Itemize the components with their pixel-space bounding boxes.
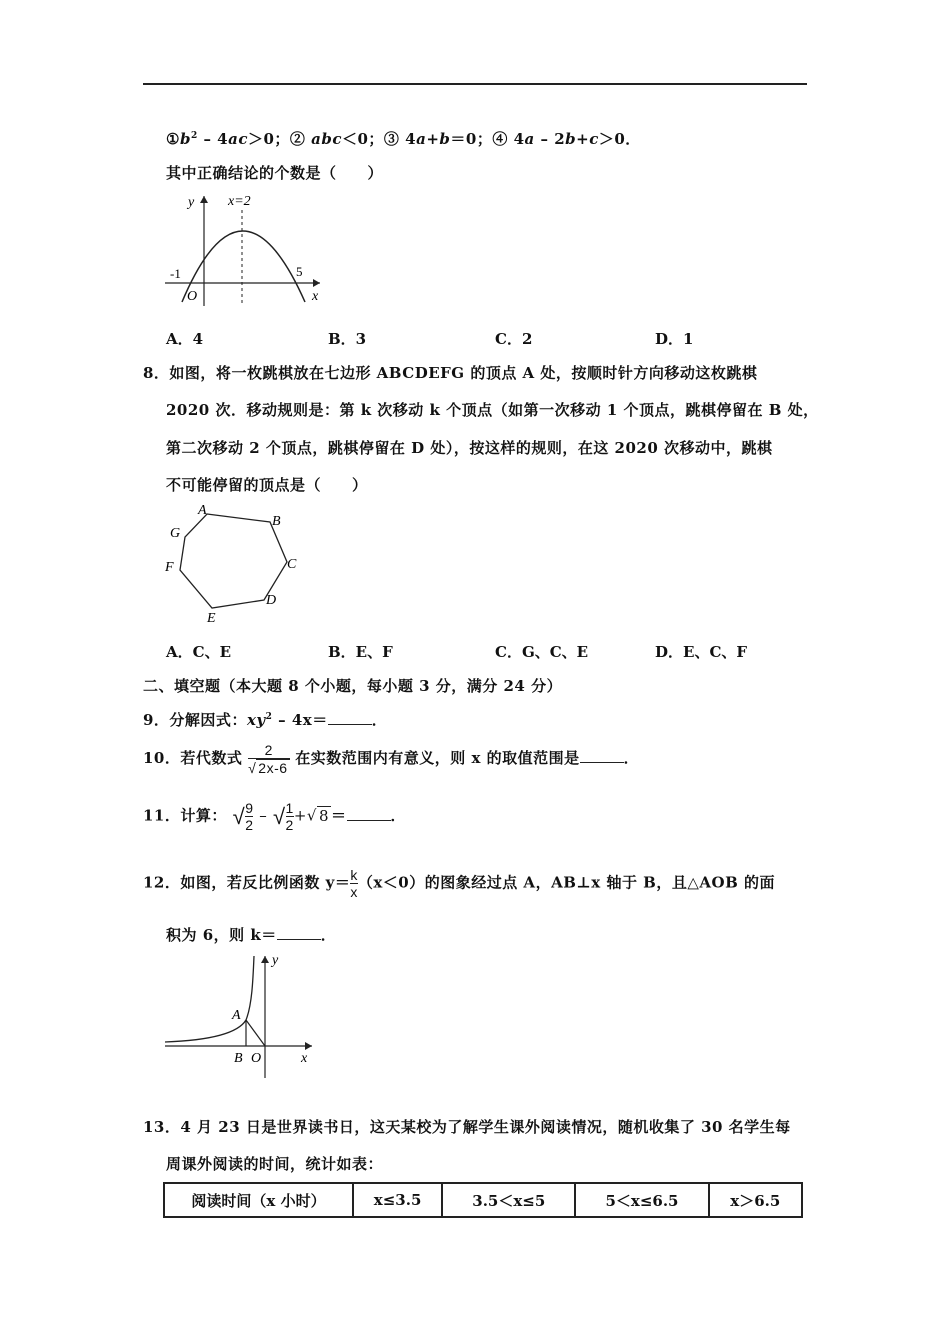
q10-text: 10．若代数式 $\frac{2}{√ 2x-6}$ 在实数范围内有意义，则 x 的取值范围是 ．: [143, 742, 640, 776]
q7-question: 其中正确结论的个数是（ ）: [166, 164, 384, 182]
vertex-e-label: E: [207, 611, 216, 626]
symmetry-label: x=2: [228, 194, 251, 209]
q10-answer-blank: [580, 750, 624, 763]
segment-ao: [246, 1020, 265, 1046]
table-header-cell: x≤3.5: [353, 1183, 442, 1217]
q10-fraction: $\frac{2}{√ 2x-6}$: [248, 742, 288, 776]
point-b-label: B: [234, 1051, 243, 1066]
y-axis-arrow: [261, 956, 269, 963]
q12-fraction: $\frac{k}{x}$: [350, 867, 358, 900]
q9-text: 9．分解因式：$xy^2 - 4x=$ ．: [143, 711, 388, 729]
q8-option-a: A．C、E: [166, 643, 232, 661]
q12-line-2: 积为 6，则 k＝ ．: [166, 926, 337, 944]
q11-fraction-a: $\frac{9}{2}$: [245, 800, 254, 833]
q8-option-c: C．G、C、E: [495, 643, 589, 661]
q7-option-b: B．3: [328, 330, 367, 348]
q7-option-d: D．1: [655, 330, 694, 348]
q7-option-a: A．4: [166, 330, 204, 348]
q8-line-3: 第二次移动 2 个顶点，跳棋停留在 D 处），按这样的规则，在这 2020 次移动中，跳棋: [166, 439, 773, 457]
q7-option-c: C．2: [495, 330, 533, 348]
vertex-b-label: B: [272, 514, 281, 529]
q8-line-4: 不可能停留的顶点是（ ）: [166, 476, 368, 494]
q7-conditions: $①b^2 - 4ac>0$；② abc＜0；③ 4a+b＝0；④ 4a – 2b+c＞0．: [166, 130, 641, 148]
origin-label: O: [187, 289, 198, 304]
point-a-label: A: [232, 1008, 241, 1023]
vertex-g-label: G: [170, 526, 181, 541]
vertex-d-label: D: [266, 593, 277, 608]
table-header-cell: 阅读时间（x 小时）: [164, 1183, 353, 1217]
x-axis-arrow: [313, 279, 320, 287]
left-root-label: -1: [170, 266, 181, 281]
vertex-a-label: A: [198, 503, 207, 518]
q11-text: 11．计算： √ $\frac{9}{2}$ – √ $\frac{1}{2}$ +√ 8 ＝ ．: [143, 800, 407, 833]
parabola-curve: [182, 231, 305, 302]
table-header-cell: 3.5＜x≤5: [442, 1183, 575, 1217]
q12-line-1: 12．如图，若反比例函数 y＝ $\frac{k}{x}$ （x＜0）的图象经过点 A，AB⊥x 轴于 B，且△AOB 的面: [143, 867, 775, 900]
q13-frequency-table: [163, 1182, 803, 1218]
x-label: x: [312, 289, 319, 304]
table-row: [164, 1183, 802, 1217]
y-label: y: [188, 195, 195, 210]
q8-option-d: D．E、C、F: [655, 643, 748, 661]
origin-label: O: [251, 1051, 262, 1066]
q13-line-2: 周课外阅读的时间，统计如表：: [166, 1155, 384, 1173]
q8-line-2: 2020 次．移动规则是：第 k 次移动 k 个顶点（如第一次移动 1 个顶点，跳棋停留在 B 处，: [166, 401, 819, 419]
q11-fraction-b: $\frac{1}{2}$: [285, 800, 294, 833]
hyperbola-branch: [165, 956, 254, 1042]
q12-answer-blank: [277, 927, 321, 940]
q7-parabola-graph: [160, 188, 335, 310]
vertex-c-label: C: [287, 557, 297, 572]
section-2-heading: 二、填空题（本大题 8 个小题，每小题 3 分，满分 24 分）: [143, 677, 563, 695]
right-root-label: 5: [296, 264, 303, 279]
header-rule: [143, 83, 807, 85]
table-header-cell: 5＜x≤6.5: [575, 1183, 708, 1217]
q8-heptagon-figure: [160, 500, 305, 628]
table-header-cell: x＞6.5: [709, 1183, 802, 1217]
x-label: x: [301, 1051, 308, 1066]
y-axis-arrow: [200, 196, 208, 203]
q8-line-1: 8．如图，将一枚跳棋放在七边形 ABCDEFG 的顶点 A 处，按顺时针方向移动这枚跳棋: [143, 364, 758, 382]
q11-answer-blank: [347, 808, 391, 821]
q13-line-1: 13．4 月 23 日是世界读书日，这天某校为了解学生课外阅读情况，随机收集了 30 名学生每: [143, 1118, 791, 1136]
vertex-f-label: F: [165, 560, 174, 575]
q9-answer-blank: [328, 712, 372, 725]
x-axis-arrow: [305, 1042, 312, 1050]
y-label: y: [272, 953, 279, 968]
q8-option-b: B．E、F: [328, 643, 393, 661]
q12-hyperbola-graph: [160, 950, 320, 1080]
